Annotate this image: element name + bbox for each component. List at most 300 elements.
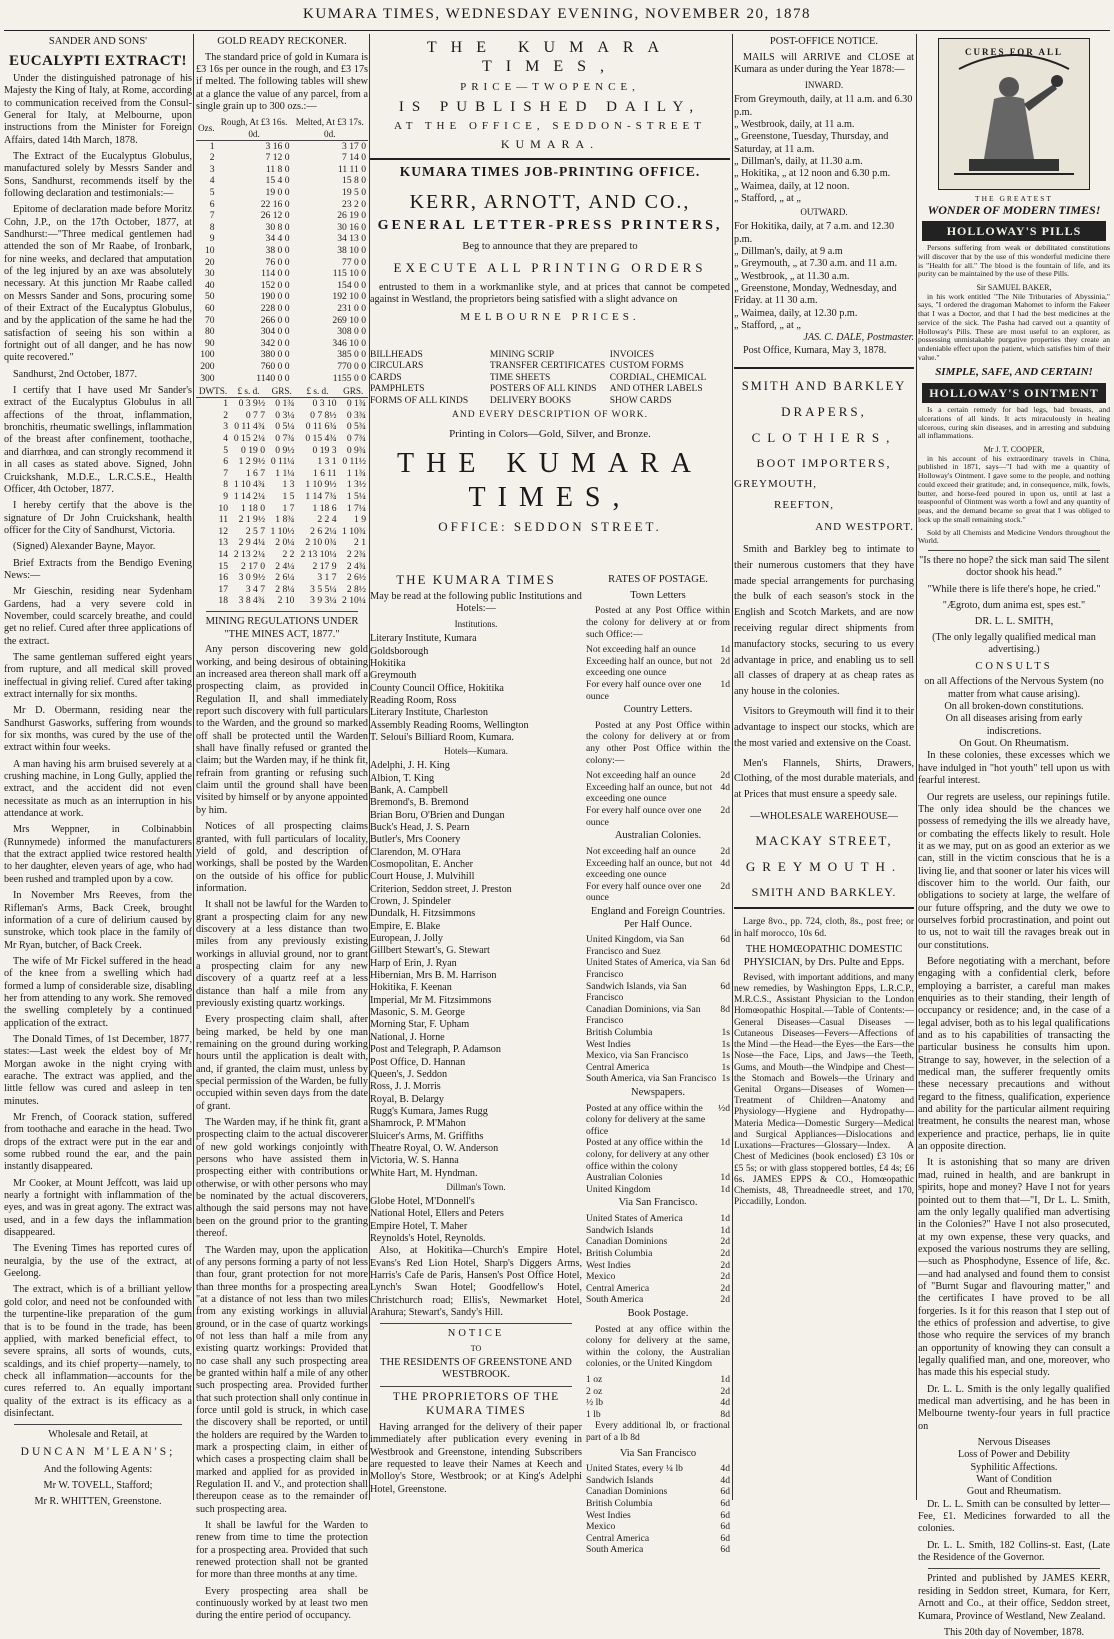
rate-label: Canadian Dominions, via San Francisco — [586, 1003, 701, 1027]
table-cell: 0 1¾ — [275, 398, 295, 410]
table-cell: 16 — [218, 572, 228, 584]
mining-body — [196, 644, 368, 1622]
column-post-office — [734, 34, 914, 1500]
mail-row: „ Greymouth, „ at 7.30 a.m. and 11 a.m. — [734, 258, 898, 270]
rate-row — [586, 1498, 730, 1510]
table-cell: 2 4¾ — [346, 560, 366, 572]
reefton-town: REEFTON, — [774, 499, 835, 512]
table-cell: 0 15 4¾ — [305, 433, 337, 445]
table-cell: 2 0¼ — [275, 537, 295, 549]
printing-list — [370, 350, 730, 570]
printing-item: SHOW CARDS — [609, 395, 672, 406]
mining-paragraph: Any person discovering new gold working, and being desirous of obtaining an increased area thereon shall mark off a prospecting claim, as provided in Regulation II, and shall immediately report such discovery with full particulars to the Warden, and the ground so marked off shall be protected until the Warden shall have finally refused or granted the claim; but the Warden may, if he think fit, refrain from granting or refusing such claim until the ground shall have been visited by himself or by anyone appointed by him. — [196, 644, 368, 816]
rate-label: Posted at any office within the colony for delivery at the same office — [586, 1102, 706, 1137]
table-cell: 4 — [223, 433, 228, 445]
duncan-mclean: DUNCAN M'LEAN'S; — [20, 1445, 176, 1458]
table-cell: 9 — [209, 233, 215, 245]
rate-row — [586, 1213, 730, 1225]
reading-places — [370, 572, 582, 1498]
table-cell: 1 10½ — [270, 525, 295, 537]
rate-label: United Kingdom, via San Francisco and Suez — [586, 934, 685, 957]
rate-row — [586, 1236, 730, 1248]
rate-value: 6d — [720, 1486, 730, 1498]
every-description: AND EVERY DESCRIPTION OF WORK. — [452, 410, 648, 421]
list-item: Literary Institute, Charleston — [370, 707, 488, 719]
mining-paragraph: Every prospecting area shall be continuously worked by at least two men during the entire period of occupancy. — [196, 1585, 368, 1622]
rate-row — [586, 957, 730, 980]
table-cell: 6 — [209, 198, 215, 210]
list-item: National, J. Horne — [370, 1031, 445, 1043]
agent-whitten: Mr R. WHITTEN, Greenstone. — [34, 1496, 162, 1508]
table-cell: 6 — [223, 456, 228, 468]
table-cell: 26 12 0 — [260, 210, 290, 222]
table-cell: 0 9¾ — [346, 444, 366, 456]
list-item: Crown, J. Spindeler — [370, 896, 451, 908]
table-cell: 2 1 — [354, 537, 366, 549]
table-cell: 3 17 0 — [342, 140, 366, 152]
table-cell: 10 — [218, 502, 228, 514]
cooper-name: Mr J. T. COOPER, — [983, 445, 1045, 455]
rate-label: Mexico, via San Francisco — [586, 1050, 689, 1062]
postage-heading: England and Foreign Countries. Per Half Ounce. — [590, 905, 726, 930]
table-cell: 1 3 1 — [317, 456, 337, 468]
cooper-text: in his account of his extraordinary travels in China, published in 1871, says—"I had with me a quantity of Holloway's Ointment. I gave some to the people, and nothing could exceed their gratitude; and, in consequence, milk, fowls, butter, and horse-feed poured in upon us, until at last a teaspoonful of Ointment was worth a fowl and any quantity of peas, and the demand became so great that I was obliged to lock up the small remaining stock." — [918, 453, 1110, 524]
table-cell: 20 — [205, 256, 215, 268]
table-cell: 380 0 0 — [260, 349, 290, 361]
table-row — [196, 468, 368, 480]
table-row — [196, 595, 368, 607]
rate-label: British Columbia — [586, 1247, 653, 1259]
consult-line: on all Affections of the Nervous System (no matter from what cause arising). — [924, 676, 1104, 700]
table-cell: 1 14 7¾ — [305, 491, 337, 503]
rate-row — [586, 1271, 730, 1283]
mining-paragraph: Notices of all prospecting claims granted, with full particulars of locality, yield of gold, and description of workings, shall be posted by the Warden on the outside of his office for public information. — [196, 821, 368, 894]
rate-row — [586, 1283, 730, 1295]
rate-row — [586, 1294, 730, 1306]
list-item: Goldsborough — [370, 645, 429, 657]
list-item: Assembly Reading Rooms, Wellington — [370, 719, 529, 731]
baker-name: Sir SAMUEL BAKER, — [976, 282, 1052, 292]
homeo-book-intro: Large 8vo., pp. 724, cloth, 8s., post free; or in half morocco, 10s 6d. — [734, 917, 914, 939]
table-row — [196, 164, 368, 176]
table-row — [196, 140, 368, 152]
reading-title: THE KUMARA TIMES — [396, 572, 556, 587]
melted-header: Melted, At £3 17s. 0d. — [292, 117, 368, 140]
postage-text: Posted at any office within the colony for delivery at the same, within the colony, the Australian colonies, or the United Kingdom — [586, 1323, 730, 1370]
table-cell: 0 11 4¾ — [234, 421, 266, 433]
table-cell: 5 — [223, 444, 228, 456]
table-cell: 346 10 0 — [332, 337, 366, 349]
table-cell: 34 4 0 — [265, 233, 290, 245]
rate-value: 1s — [721, 1061, 730, 1073]
table-cell: 154 0 0 — [337, 279, 366, 291]
rate-label: Not exceeding half an ounce — [586, 845, 696, 857]
table-row — [196, 445, 368, 457]
list-item: Bank, A. Campbell — [370, 784, 449, 796]
rate-label: Posted at any office within the colony, for delivery at any other office within the colony — [586, 1137, 709, 1172]
dr-smith-paragraph: Our regrets are useless, our repinings futile. The only idea should be the chances we possess of remedying the ills we already have, or combating the effects likely to result. Hole it as we may, put on as good an exterior as we can, still in the victim conscious that he is a living lie, and that sooner or later his vices will discover him to the world. Our faith, our obligations to society at large, the welfare of our future offspring, and the duty we owe to ourselves forbid procrastination, and point out to us, not to wait till the ravages break out in our constitutions. — [918, 791, 1110, 951]
list-item: European, J. Jolly — [370, 933, 443, 945]
rate-label: ½ lb — [586, 1397, 604, 1409]
printing-item: POSTERS OF ALL KINDS — [489, 384, 597, 395]
table-cell: 231 0 0 — [337, 302, 366, 314]
article-paragraph: Mr D. Obermann, residing near the Sandhurst Gasworks, suffering from wounds for six months, was cured by the use of the extract within four weeks. — [4, 705, 192, 754]
consults-list — [918, 676, 1110, 750]
article-paragraph: The Extract of the Eucalyptus Globulus, manufactured solely by Messrs Sander and Sons, Sandhurst, recommends itself by the following declaration and testimonials:— — [4, 150, 192, 199]
rate-row — [586, 981, 730, 1004]
postage-heading: Book Postage. — [627, 1307, 689, 1319]
list-item: Adelphi, J. H. King — [370, 760, 450, 772]
table-cell: 1 1¾ — [346, 467, 366, 479]
kt-price: PRICE—TWOPENCE, — [460, 80, 640, 93]
rate-label: West Indies — [586, 1038, 631, 1050]
divider — [928, 550, 1100, 551]
list-item: Queen's, J. Seddon — [370, 1068, 448, 1080]
table-row — [196, 222, 368, 234]
table-cell: 0 9½ — [275, 444, 295, 456]
printing-item: CIRCULARS — [370, 361, 424, 372]
smith-barkley-text: Smith and Barkley beg to intimate to their numerous customers that they have made special arrangements for purchasing the bulk of each season's stock in the English and Scotch Markets, and are now receiving regular direct shipments from manufactory stocks, securing to us every advantage in price, and enabling us to sell all classes of drapery at as cheap rates as any house in the colonies. — [734, 543, 914, 698]
westport-town: AND WESTPORT. — [815, 520, 914, 533]
rate-label: Exceeding half an ounce, but not exceeding one ounce — [586, 655, 713, 679]
syphilitic: Syphilitic Affections. — [970, 1461, 1058, 1473]
mining-paragraph: The Warden may, upon the application of any persons forming a party of not less than four, grant protection for not more than three months for a prospecting area "at a distance of not less than two miles from any existing workings in alluvial ground, or in the case of quartz workings of not less than half a mile from any existing quartz workings: Provided that no case shall any such prospecting area be granted within half a mile of any other such prospecting area. Provided further that such protection shall only continue in force until gold is struck, in which case the discovery shall be reported, or until the holders are required by the Warden to mark a prospecting claim, in either of which cases a prospecting claim shall be marked and applied for as provided in Regulation II. and V., and protection shall thereupon cease as to the remainder of such prospecting area. — [196, 1244, 368, 1515]
list-item: Harp of Erin, J. Ryan — [370, 957, 457, 969]
kerr-arnott: KERR, ARNOTT, AND CO., — [409, 191, 691, 214]
printing-item: AND OTHER LABELS — [609, 384, 703, 395]
rate-value: 1s — [721, 1073, 730, 1085]
list-item: Dundalk, H. Fitzsimmons — [370, 908, 476, 920]
postage-text: Posted at any Post Office within the colony for delivery at or from any other Post Office within the colony:— — [586, 719, 730, 766]
table-cell: 76 0 0 — [265, 256, 290, 268]
table-cell: 18 — [218, 595, 228, 607]
table-row — [196, 257, 368, 269]
table-cell: 1155 0 0 — [332, 372, 366, 384]
table-cell: 13 — [218, 537, 228, 549]
rough-header: Rough, At £3 16s. 0d. — [217, 117, 292, 140]
inward-list — [734, 94, 914, 205]
table-cell: 2 10 0¾ — [305, 537, 337, 549]
table-cell: 1 7 — [282, 502, 295, 514]
article-paragraph: The Donald Times, of 1st December, 1877, states:—Last week the eldest boy of Mr Morgan awoke in the night crying with earache. The extract was applied, and the little fellow was cured and asleep in ten minutes. — [4, 1033, 192, 1107]
table-row — [196, 175, 368, 187]
rate-row — [586, 1521, 730, 1533]
table-cell: 269 10 0 — [332, 314, 366, 326]
list-item: Criterion, Seddon street, J. Preston — [370, 883, 512, 895]
column-kumara-times — [370, 34, 730, 349]
mail-row: „ Dillman's, daily, at 9 a.m — [734, 245, 843, 257]
table-cell: 2 10¼ — [342, 595, 366, 607]
postage-heading: Town Letters — [630, 589, 686, 601]
table-cell: 1 5¼ — [346, 491, 366, 503]
table-cell: 19 0 0 — [265, 187, 290, 199]
imprint-date: This 20th day of November, 1878. — [943, 1626, 1085, 1638]
dr-smith-body — [918, 750, 1110, 1433]
divider — [206, 611, 358, 612]
rate-label: Central America — [586, 1532, 650, 1544]
list-item: Ross, J. J. Morris — [370, 1081, 441, 1093]
table-row — [196, 421, 368, 433]
table-cell: 1 5 — [282, 491, 295, 503]
table-cell: 77 0 0 — [342, 256, 366, 268]
article-paragraph: Mrs Weppner, in Colbinabbin (Runnymede) informed the manufacturers that the extract applied twice restored health to her daughter, eleven years of age, who had been rushed and trampled upon by a cow. — [4, 824, 192, 885]
rate-row — [586, 1050, 730, 1062]
table-cell: 0 3 9½ — [238, 398, 266, 410]
table-cell: 23 2 0 — [342, 198, 366, 210]
table-cell: 11 11 0 — [337, 163, 366, 175]
table-cell: 2 1 9½ — [238, 514, 266, 526]
rate-row — [586, 1004, 730, 1027]
lsd-header: £ s. d. — [230, 386, 267, 398]
table-row — [196, 233, 368, 245]
rate-row — [586, 805, 730, 828]
reckoner-intro: The standard price of gold in Kumara is £3 16s per ounce in the rough, and £3 17s if melted. The following tables will shew at a glance the value of any parcel, from a single grain up to 300 ozs.:— — [196, 51, 368, 113]
postmaster-signature: JAS. C. DALE, Postmaster. — [803, 332, 914, 344]
rate-value: 1d — [720, 1213, 730, 1225]
table-cell: 2 8½ — [346, 583, 366, 595]
mail-row: „ Hokitika, „ at 12 noon and 6.30 p.m. — [734, 168, 891, 180]
rate-row — [586, 1260, 730, 1272]
rate-row — [586, 1184, 730, 1196]
rate-value: 1d — [720, 1183, 730, 1195]
reading-sub: May be read at the following public Institutions and Hotels:— — [370, 590, 582, 615]
table-cell: 26 19 0 — [337, 210, 366, 222]
table-cell: 0 19 3 — [312, 444, 337, 456]
rate-row — [586, 1533, 730, 1545]
table-cell: 0 7¾ — [346, 433, 366, 445]
rate-value: 1d — [720, 678, 730, 690]
printing-item: CUSTOM FORMS — [609, 361, 684, 372]
rate-value: 1d — [720, 1224, 730, 1236]
rate-value: 1d — [720, 1172, 730, 1184]
mining-paragraph: The Warden may, if he think fit, grant a prospecting claim to the actual discoverer of new gold workings conjointly with persons who have assisted them in prospecting either with contributions or otherwise, or with other persons who may be nominated by the actual discoverers, although the said persons may not have been on the ground prior to the granting thereof. — [196, 1117, 368, 1240]
list-item: Hokitika — [370, 657, 406, 669]
list-item: Gillbert Stewart's, G. Stewart — [370, 945, 490, 957]
rate-value: 2d — [720, 770, 730, 782]
list-item: Shamrock, P. M'Mahon — [370, 1118, 466, 1130]
postage-heading: Australian Colonies. — [614, 830, 702, 842]
printing-item: CARDS — [370, 372, 402, 383]
table-row — [196, 245, 368, 257]
table-cell: 1 1¼ — [275, 467, 295, 479]
list-item: Clarendon, M. O'Hara — [370, 846, 461, 858]
rate-row — [586, 1073, 730, 1085]
table-cell: 2 13 10¼ — [300, 548, 337, 560]
table-cell: 308 0 0 — [337, 326, 366, 338]
table-row — [196, 456, 368, 468]
table-row — [196, 373, 368, 385]
list-item: Victoria, W. S. Hanna — [370, 1155, 459, 1167]
notice-to: TO — [470, 1343, 482, 1353]
table-cell: 0 3¼ — [275, 409, 295, 421]
rate-row — [586, 1027, 730, 1039]
table-cell: 2 10 — [277, 595, 295, 607]
table-cell: 1 10 9½ — [305, 479, 337, 491]
table-cell: 4 — [209, 175, 215, 187]
rate-row — [586, 1039, 730, 1051]
rate-value: 6d — [720, 1532, 730, 1544]
list-item: National Hotel, Ellers and Peters — [370, 1208, 504, 1220]
imprint: Printed and published by JAMES KERR, residing in Seddon street, Kumara, for Kerr, Arnott and Co., at their office, Seddon street, Kumara, Province of Westland, New Zealand. — [918, 1573, 1110, 1622]
rate-value: 6d — [720, 934, 730, 946]
mail-row: „ Westbrook, „ at 11.30 a.m. — [734, 270, 850, 282]
rate-row — [586, 679, 730, 702]
proprietors-text: Having arranged for the delivery of their paper immediately after publication every evening in Westbrook and Greenstone, intending Subscribers are requested to leave their Names at Keech and Molloy's Store, Westbrook; or at King's Adelphi Hotel, Greenstone. — [370, 1421, 582, 1495]
table-row — [196, 561, 368, 573]
rate-label: 1 lb — [586, 1408, 601, 1420]
outward-list — [734, 221, 914, 332]
table-cell: 0 1¾ — [346, 398, 366, 410]
rate-label: Sandwich Islands — [586, 1474, 654, 1486]
smith-address: Dr. L. L. Smith, 182 Collins-st. East, (Late the Residence of the Governor. — [918, 1539, 1110, 1564]
kumara-times-banner: THE KUMARA TIMES, — [397, 448, 703, 514]
simple-safe: SIMPLE, SAFE, AND CERTAIN! — [935, 366, 1093, 379]
wholesale-warehouse: —WHOLESALE WAREHOUSE— — [750, 810, 898, 822]
rate-value: 1d — [720, 1137, 730, 1149]
table-cell: 1140 0 0 — [256, 372, 290, 384]
column-holloway — [918, 34, 1110, 1638]
quote-sick-man: "Is there no hope? the sick man said The silent doctor shook his head." — [919, 554, 1109, 579]
rate-value: 6d — [720, 1544, 730, 1556]
article-paragraph: In November Mrs Reeves, from the Rifleman's Arms, Back Creek, brought information of a cure of delirium caused by sunstroke, which took place in the family of Mr Ryan, butcher, of Back Creek. — [4, 890, 192, 951]
melbourne-prices: MELBOURNE PRICES. — [460, 310, 640, 323]
gout-rheumatism: Gout and Rheumatism. — [966, 1486, 1062, 1498]
rate-value: 2d — [720, 1294, 730, 1306]
table-cell: 8 — [209, 221, 215, 233]
table-cell: 22 16 0 — [260, 198, 290, 210]
rate-value: 2d — [720, 655, 730, 667]
divider — [734, 367, 914, 369]
table-cell: 0 3¾ — [346, 409, 366, 421]
quote-hope: "While there is life there's hope, he cried." — [927, 583, 1101, 595]
table-cell: 3 0 9½ — [238, 572, 266, 584]
divider — [14, 1424, 182, 1425]
rate-label: United States, every ¼ lb — [586, 1463, 683, 1475]
table-cell: 2 2¾ — [346, 548, 366, 560]
list-item: Empire Hotel, T. Maher — [370, 1220, 468, 1232]
wholesale-line: Wholesale and Retail, at — [48, 1429, 148, 1441]
table-cell: 7 12 0 — [265, 152, 290, 164]
table-row — [196, 349, 368, 361]
rate-label: South America, via San Francisco — [586, 1073, 717, 1085]
table-cell: 70 — [205, 314, 215, 326]
article-paragraph: Mr French, of Coorack station, suffered from toothache and earache in the head. Two drops of the extract were put in the ear and some rubbed round the ear, and the pain instantly disappeared. — [4, 1112, 192, 1173]
post-office-date: Post Office, Kumara, May 3, 1878. — [743, 344, 887, 356]
printing-item: PAMPHLETS — [370, 384, 425, 395]
table-cell: 3 1 7 — [317, 572, 337, 584]
hotels-list — [370, 760, 582, 1180]
rate-value: 4d — [720, 1474, 730, 1486]
drapers: DRAPERS, — [781, 404, 867, 420]
oz-table — [196, 117, 368, 384]
homeo-text: Revised, with important additions, and many new remedies, by Washington Epps, L.R.C.P., M.R.C.S., Assistant Physician to the London Homœopathic Hospital.—Table of Contents:—General Diseases—Casual Diseases — Cutaneous Diseases—Fevers—Affections of the Mind —the Head—the Eyes—the Ears—the Nose—the Face, Lips, and Jaws—the Teeth, Gums, and Mouth—the Windpipe and Chest—the Stomach and Bowels—the Urinary and Genital Organs—Diseases of Women—Treatment of Children—Anatomy and Physiology—Hygiene and Hydropathy—Materia Medica—Domestic Surgery—Medical and Surgical Appliances—Dislocations and Luxations—Fractures—Glossary—Index. A Chest of Medicines (book enclosed) £3 10s or £5 5s; or with glass stoppered bottles, £4 4s; £6 6s. JAMES EPPS & CO., Homœopathic Chemists, 48, Threadneedle street, and 170, Piccadilly, London. — [734, 972, 914, 1208]
table-row — [196, 210, 368, 222]
table-cell: 15 — [218, 560, 228, 572]
hotels-heading: Hotels—Kumara. — [444, 746, 508, 757]
mackay-street: MACKAY STREET, — [755, 833, 893, 849]
table-row — [196, 199, 368, 211]
article-paragraph: I hereby certify that the above is the signature of Dr John Cruickshank, health officer for the City of Sandhurst, Victoria. — [4, 500, 192, 536]
table-cell: 30 8 0 — [265, 221, 290, 233]
rate-row — [586, 644, 730, 656]
mining-title: MINING REGULATIONS UNDER "THE MINES ACT, 1877." — [205, 615, 359, 640]
dr-smith: DR. L. L. SMITH, — [974, 616, 1054, 628]
mail-row: For Hokitika, daily, at 7 a.m. and 12.30 p.m. — [734, 221, 895, 245]
rate-label: Mexico — [586, 1271, 616, 1283]
table-cell: 192 10 0 — [332, 291, 366, 303]
rate-value: 6d — [720, 1509, 730, 1521]
table-cell: 0 19 0 — [241, 444, 266, 456]
table-row — [196, 280, 368, 292]
table-cell: 3 9 3¼ — [310, 595, 337, 607]
proprietors-title: THE PROPRIETORS OF THE KUMARA TIMES — [392, 1391, 560, 1417]
dr-smith-paragraph: Before negotiating with a merchant, before engaging with a confidential clerk, before employing a barrister, a careful man makes enquiries as to their standing, their length of occupancy or residence; and, in the case of a legal adviser, both as to his legal qualifications and as to his capabilities of transacting the particular business he consults him upon. Strange to say, however, in the selection of a medical man, the sufferer frequently omits these necessary precautions and without regard to the fitness, qualification, experience and ability for the particular ailment requiring treatment, he consults the nearest man, whose experience and practice, perhaps, lie in quite an opposite direction. — [918, 955, 1110, 1153]
consulted-letter: Dr. L. L. Smith can be consulted by letter—Fee, £1. Medicines forwarded to all the colonies. — [918, 1498, 1110, 1535]
article-paragraph: Epitome of declaration made before Moritz Cohn, J.P., on the 17th October, 1877, at Sandhurst:—"Three medical gentlemen had attended the son of Mr Raabe, of Ironbark, for nine weeks, and declared that amputation of the leg injured by an axe was absolutely necessary. At this junction Mr Raabe called on Messrs Sander and Sons, procuring some of their Extract of the Eucalyptus Globulus, and by the application of the same he had the satisfaction of seeing his son within a fortnight out of all danger, and he has now quite recovered." — [4, 204, 192, 364]
mining-paragraph: It shall not be lawful for the Warden to grant a prospecting claim for any new discovery at a less distance than two miles from any previously existing workings in alluvial ground, nor to grant a prospecting claim for any new discovery of a quartz reef at a less distance than half a mile from any previously existing quartz workings. — [196, 899, 368, 1009]
table-cell: 2 — [209, 152, 215, 164]
table-cell: 1 2 9½ — [238, 456, 266, 468]
rate-label: British Columbia — [586, 1498, 653, 1510]
rate-value: 2d — [720, 1385, 730, 1397]
postage-rates — [586, 572, 730, 1556]
rate-row — [586, 782, 730, 805]
visitors-text: Visitors to Greymouth will find it to their advantage to inspect our stocks, which are the most varied and extensive on the Coast. — [734, 706, 914, 749]
greymouth-town: GREYMOUTH, — [734, 478, 818, 491]
rate-value: 2d — [720, 1236, 730, 1248]
rate-label: British Columbia — [586, 1027, 653, 1039]
list-item: Buck's Head, J. S. Pearn — [370, 821, 470, 833]
table-cell: 228 0 0 — [260, 302, 290, 314]
table-row — [196, 479, 368, 491]
table-cell: 760 0 0 — [260, 360, 290, 372]
list-item: Morning Star, F. Upham — [370, 1019, 470, 1031]
rate-value: 6d — [720, 980, 730, 992]
table-cell: 14 — [218, 548, 228, 560]
table-cell: 1 9 — [354, 514, 366, 526]
masthead: KUMARA TIMES, WEDNESDAY EVENING, NOVEMBER 20, 1878 — [303, 6, 811, 22]
rate-value: 2d — [720, 1271, 730, 1283]
article-paragraph: I certify that I have used Mr Sander's extract of the Eucalyptus Globulus in all affections of the throat, inflammation, bronchitis, rheumatic swellings, inflammation of the breast after confinement, toothache, and diarrhœa, and can strongly recommend it in all cases as stated above. Signed, John Cruickshank, M.D.E., L.R.C.S.E., Health Officer, 4th October, 1877. — [4, 385, 192, 495]
list-item: Court House, J. Mulvihill — [370, 871, 475, 883]
rate-value: 8d — [720, 1003, 730, 1015]
dr-smith-paragraph: It is astonishing that so many are driven mad, ruined in health, and are bankrupt in spirits, hope and money? Have I not for years pointed out to them that—"I, Dr L. L. Smith, am the only legally qualified man advertising in the Colonies?" Have I not also prosecuted, at my own expense, these very quacks, and exposed the various nostrums they are selling,—such as Phosphodyne, Essence of life, &c.—and had analysed and found them to consist of "Burnt Sugar and flavouring matter," and the certificates I have proved to be all forgeries. Is it for this reason that I step out of the ethics of profession and advertise, to give those who require the services of my branch an opportunity of knowing they can consult a legally qualified man, and one, moreover, who has made this his especial study. — [918, 1157, 1110, 1379]
printing-item: BILLHEADS — [370, 350, 423, 360]
rate-value: 1d — [720, 644, 730, 656]
mail-row: „ Waimea, daily, at 12 noon. — [734, 180, 850, 192]
smith-barkley-sig: SMITH AND BARKLEY. — [751, 884, 897, 899]
rate-row — [586, 1510, 730, 1522]
postage-text: Posted at any Post Office within the colony for delivery at or from such Office:— — [586, 605, 730, 640]
rate-value: 2d — [720, 880, 730, 892]
article-paragraph: The extract, which is of a brilliant yellow gold color, and need not be confounded with the turpentine-like preparation of the gum that is to be found in the trade, has been applied, with marked beneficial effect, to severe sprains, all sorts of wounds, cuts, scaldings, and its chief property—namely, to check all inflammation—accounts for the cures referred to. An equally important quality of the extract is its efficacy as a disinfectant. — [4, 1284, 192, 1419]
table-cell: 200 — [200, 360, 215, 372]
agent-tovell: Mr W. TOVELL, Stafford; — [43, 1479, 153, 1491]
table-row — [196, 537, 368, 549]
rate-row — [586, 1137, 730, 1172]
table-cell: 50 — [205, 291, 215, 303]
rate-row — [586, 1386, 730, 1398]
table-row — [196, 514, 368, 526]
rate-value: 6d — [720, 957, 730, 969]
rate-value: 4d — [720, 1397, 730, 1409]
execute-orders: EXECUTE ALL PRINTING ORDERS — [393, 260, 707, 276]
table-cell: 0 5¼ — [275, 421, 295, 433]
boot-importers: BOOT IMPORTERS, — [756, 455, 892, 470]
article-body — [4, 73, 192, 1420]
rate-row — [586, 1544, 730, 1556]
clothiers: CLOTHIERS, — [751, 429, 897, 445]
